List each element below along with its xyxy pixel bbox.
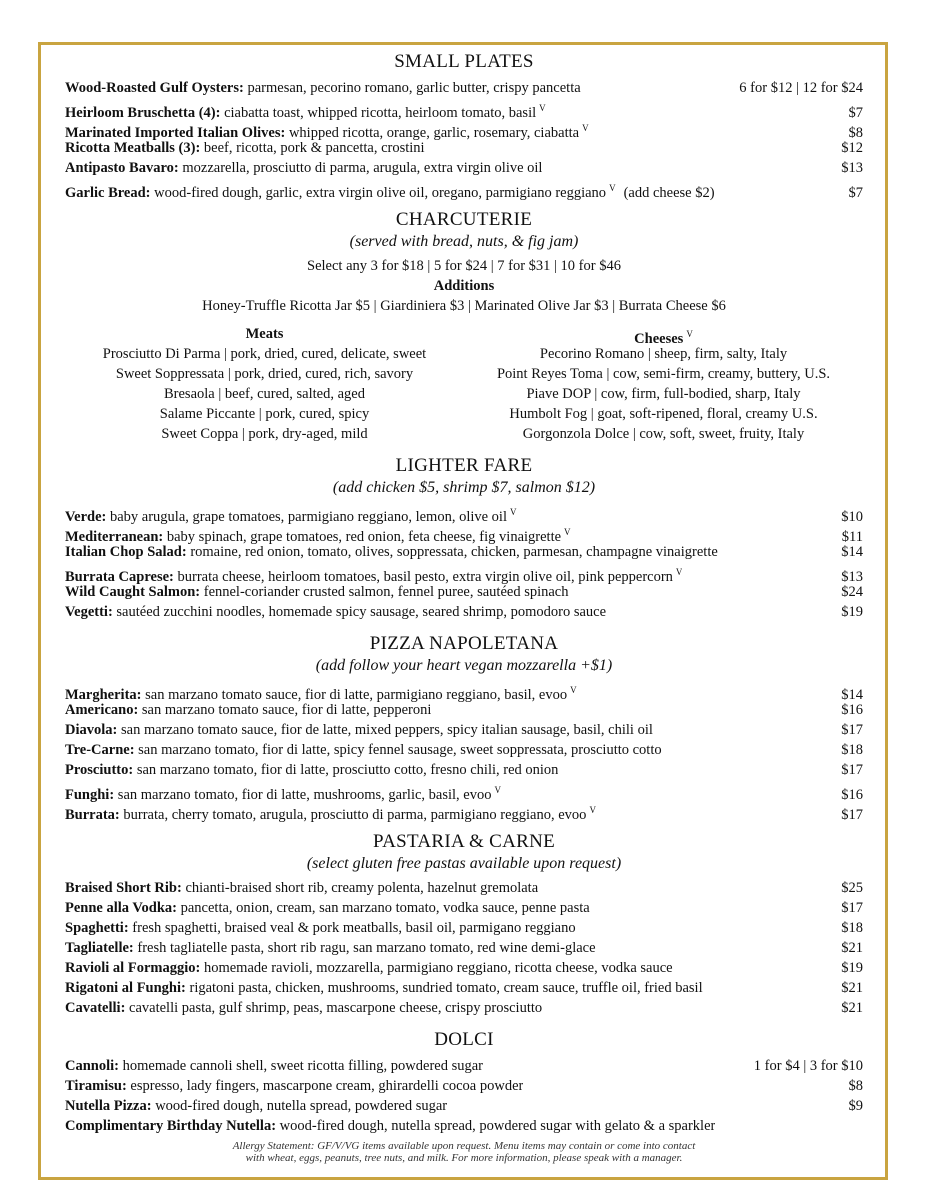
menu-item-name: Wild Caught Salmon: xyxy=(65,584,201,600)
menu-item-price: $11 xyxy=(841,528,863,545)
menu-item-description: fresh spaghetti, braised veal & pork meatballs, basil oil, parmigano reggiano xyxy=(132,920,576,936)
vegetarian-tag: V xyxy=(589,805,596,815)
vegetarian-tag: V xyxy=(675,567,683,577)
menu-item-price: $18 xyxy=(841,920,863,936)
menu-item-price: $13 xyxy=(841,568,863,585)
menu-item-description: chianti-braised short rib, creamy polenta, hazelnut gremolata xyxy=(185,880,539,896)
menu-item-description: sautéed zucchini noodles, homemade spicy sausage, seared shrimp, pomodoro sauce xyxy=(116,604,607,620)
vegetarian-tag: V xyxy=(564,527,571,537)
cheese-item: Piave DOP | cow, firm, full-bodied, sharp, Italy xyxy=(526,386,801,402)
menu-item-text xyxy=(65,958,673,978)
menu-item-name: Marinated Imported Italian Olives: xyxy=(65,124,286,141)
menu-item xyxy=(65,1076,863,1096)
charcuterie-title: CHARCUTERIE xyxy=(395,209,533,230)
menu-item-price: $21 xyxy=(841,940,863,956)
menu-item-text xyxy=(65,800,596,825)
menu-item-description: pancetta, onion, cream, san marzano tomato, vodka sauce, penne pasta xyxy=(180,900,590,916)
menu-item-text xyxy=(65,878,538,898)
menu-item-price: $7 xyxy=(848,184,863,201)
menu-item-description: san marzano tomato, fior di latte, spicy fennel sausage, sweet soppressata, prosciutto cotto xyxy=(138,742,662,758)
menu-item-description: wood-fired dough, nutella spread, powdered sugar with gelato & a sparkler xyxy=(279,1118,716,1134)
pastaria-list xyxy=(65,878,863,1018)
menu-item-name: Burrata: xyxy=(65,806,120,823)
cheeses-heading xyxy=(464,324,863,347)
menu-item-text xyxy=(65,542,718,562)
cheese-item: Humbolt Fog | goat, soft-ripened, floral, creamy U.S. xyxy=(509,406,818,422)
menu-item-description: homemade cannoli shell, sweet ricotta filling, powdered sugar xyxy=(122,1058,484,1074)
menu-item-name: Ricotta Meatballs (3): xyxy=(65,140,201,156)
menu-item-description: parmesan, pecorino romano, garlic butter, crispy pancetta xyxy=(247,80,581,96)
menu-item xyxy=(65,958,863,978)
menu-item-name: Prosciutto: xyxy=(65,762,134,778)
menu-item-price: $25 xyxy=(841,880,863,896)
menu-item xyxy=(65,522,863,545)
menu-item xyxy=(65,740,863,760)
small-plates-title: SMALL PLATES xyxy=(394,51,534,72)
menu-item-description: whipped ricotta, orange, garlic, rosemary, ciabatta xyxy=(288,124,580,141)
meats-column xyxy=(65,324,464,444)
menu-item-price: $19 xyxy=(841,960,863,976)
menu-item-text xyxy=(65,138,425,158)
meat-item: Sweet Soppressata | pork, dried, cured, rich, savory xyxy=(115,366,414,382)
menu-item-name: Ravioli al Formaggio: xyxy=(65,960,201,976)
menu-item-description: san marzano tomato sauce, fior de latte, mixed peppers, spicy italian sausage, basil, chili oil xyxy=(120,722,653,738)
meat-item: Sweet Coppa | pork, dry-aged, mild xyxy=(161,426,368,442)
menu-item-description: homemade ravioli, mozzarella, parmigiano reggiano, ricotta cheese, vodka sauce xyxy=(203,960,673,976)
meats-list xyxy=(65,344,464,444)
menu-item-description: san marzano tomato, fior di latte, prosciutto cotto, fresno chili, red onion xyxy=(136,762,559,778)
additions-title: Additions xyxy=(433,278,495,294)
charcuterie-select-pricing: Select any 3 for $18 | 5 for $24 | 7 for $31 | 10 for $46 xyxy=(307,258,621,274)
menu-item-description: wood-fired dough, garlic, extra virgin olive oil, oregano, parmigiano reggiano xyxy=(154,184,607,201)
menu-item-price: $12 xyxy=(841,140,863,156)
menu-item xyxy=(65,878,863,898)
menu-item-price: $17 xyxy=(841,900,863,916)
menu-item-text xyxy=(65,1096,447,1116)
menu-item-price: $14 xyxy=(841,544,863,560)
cheese-item: Gorgonzola Dolce | cow, soft, sweet, fruity, Italy xyxy=(522,426,805,442)
menu-item-name: Braised Short Rib: xyxy=(65,880,182,896)
menu-item-description: espresso, lady fingers, mascarpone cream, ghirardelli cocoa powder xyxy=(130,1078,524,1094)
pizza-title: PIZZA NAPOLETANA xyxy=(369,633,559,654)
menu-item-description: san marzano tomato, fior di latte, mushrooms, garlic, basil, evoo xyxy=(117,786,492,803)
menu-item xyxy=(65,118,863,141)
menu-item-text xyxy=(65,898,590,918)
menu-item-extra: (add cheese $2) xyxy=(623,184,715,201)
menu-item xyxy=(65,780,863,803)
charcuterie-columns xyxy=(65,324,863,444)
menu-item-text xyxy=(65,602,606,622)
menu-item-name: Heirloom Bruschetta (4): xyxy=(65,104,221,121)
menu-item-text xyxy=(65,158,542,178)
lighter-fare-subtitle: (add chicken $5, shrimp $7, salmon $12) xyxy=(332,479,596,496)
menu-item-name: Tiramisu: xyxy=(65,1078,127,1094)
menu-content xyxy=(65,50,863,1164)
menu-item-name: Spaghetti: xyxy=(65,920,129,936)
menu-item xyxy=(65,542,863,562)
menu-item-name: Complimentary Birthday Nutella: xyxy=(65,1118,277,1134)
menu-item-text xyxy=(65,978,703,998)
menu-item-price: $19 xyxy=(841,604,863,620)
menu-item-price: 1 for $4 | 3 for $10 xyxy=(753,1058,863,1074)
menu-item xyxy=(65,158,863,178)
menu-item-name: Verde: xyxy=(65,508,107,525)
meat-item: Salame Piccante | pork, cured, spicy xyxy=(159,406,370,422)
dolci-title: DOLCI xyxy=(434,1029,494,1050)
menu-item-price: $16 xyxy=(841,702,863,718)
menu-item-name: Tagliatelle: xyxy=(65,940,134,956)
menu-item xyxy=(65,78,863,98)
menu-item-name: Penne alla Vodka: xyxy=(65,900,177,916)
menu-item-name: Antipasto Bavaro: xyxy=(65,160,179,176)
vegetarian-tag: V xyxy=(686,329,693,339)
pastaria-title: PASTARIA & CARNE xyxy=(372,831,556,852)
menu-item-price: 6 for $12 | 12 for $24 xyxy=(739,80,863,96)
charcuterie-subtitle: (served with bread, nuts, & fig jam) xyxy=(349,233,579,250)
menu-item-text xyxy=(65,918,576,938)
menu-item-text xyxy=(65,1116,715,1136)
menu-item-text xyxy=(65,740,662,760)
menu-item-price: $7 xyxy=(848,104,863,121)
menu-item-name: Margherita: xyxy=(65,686,142,703)
menu-item-description: wood-fired dough, nutella spread, powdered sugar xyxy=(155,1098,448,1114)
menu-item-price: $9 xyxy=(848,1098,863,1114)
menu-item-name: Nutella Pizza: xyxy=(65,1098,152,1114)
cheese-item: Point Reyes Toma | cow, semi-firm, creamy, buttery, U.S. xyxy=(496,366,831,382)
menu-item-description: san marzano tomato sauce, fior di latte, pepperoni xyxy=(141,702,432,718)
meat-item: Prosciutto Di Parma | pork, dried, cured, delicate, sweet xyxy=(102,346,427,362)
menu-item-description: fresh tagliatelle pasta, short rib ragu, san marzano tomato, red wine demi-glace xyxy=(137,940,596,956)
menu-item-name: Cavatelli: xyxy=(65,1000,126,1016)
menu-item-description: fennel-coriander crusted salmon, fennel puree, sautéed spinach xyxy=(203,584,569,600)
menu-item-name: Cannoli: xyxy=(65,1058,119,1074)
menu-item xyxy=(65,582,863,602)
menu-item-price: $18 xyxy=(841,742,863,758)
menu-item-name: Funghi: xyxy=(65,786,115,803)
menu-item-description: baby spinach, grape tomatoes, red onion, feta cheese, fig vinaigrette xyxy=(166,528,562,545)
menu-item xyxy=(65,978,863,998)
menu-item xyxy=(65,998,863,1018)
lighter-fare-title: LIGHTER FARE xyxy=(395,455,533,476)
additions-line: Honey-Truffle Ricotta Jar $5 | Giardiniera $3 | Marinated Olive Jar $3 | Burrata Cheese $6 xyxy=(202,298,726,314)
menu-item-price: $17 xyxy=(841,806,863,823)
menu-item-name: Rigatoni al Funghi: xyxy=(65,980,186,996)
menu-item-name: Diavola: xyxy=(65,722,118,738)
menu-item-price: $21 xyxy=(841,1000,863,1016)
menu-item-price: $17 xyxy=(841,762,863,778)
menu-item-price: $17 xyxy=(841,722,863,738)
pizza-list xyxy=(65,680,863,823)
pastaria-subtitle: (select gluten free pastas available upon request) xyxy=(306,855,622,872)
menu-item-text xyxy=(65,720,653,740)
cheeses-title: Cheeses xyxy=(634,330,684,347)
menu-item-text xyxy=(65,178,715,203)
menu-item-name: Italian Chop Salad: xyxy=(65,544,187,560)
menu-item-price: $8 xyxy=(848,124,863,141)
allergy-line-2: with wheat, eggs, peanuts, tree nuts, and milk. For more information, please speak with a manager. xyxy=(245,1152,683,1164)
menu-item-text xyxy=(65,998,542,1018)
menu-item xyxy=(65,502,863,525)
menu-item-price: $24 xyxy=(841,584,863,600)
menu-item xyxy=(65,800,863,823)
pizza-subtitle: (add follow your heart vegan mozzarella +$1) xyxy=(315,657,613,674)
menu-item-description: burrata cheese, heirloom tomatoes, basil pesto, extra virgin olive oil, pink peppercorn xyxy=(177,568,673,585)
menu-item xyxy=(65,680,863,703)
meat-item: Bresaola | beef, cured, salted, aged xyxy=(164,386,365,402)
menu-item-price: $8 xyxy=(848,1078,863,1094)
menu-item-name: Mediterranean: xyxy=(65,528,164,545)
menu-item-description: romaine, red onion, tomato, olives, soppressata, chicken, parmesan, champagne vinaigrette xyxy=(190,544,718,560)
menu-item-name: Americano: xyxy=(65,702,139,718)
menu-item xyxy=(65,602,863,622)
cheese-item: Pecorino Romano | sheep, firm, salty, Italy xyxy=(539,346,788,362)
menu-item-description: baby arugula, grape tomatoes, parmigiano reggiano, lemon, olive oil xyxy=(109,508,507,525)
cheeses-column xyxy=(464,324,863,444)
menu-item-description: beef, ricotta, pork & pancetta, crostini xyxy=(203,140,425,156)
menu-item-name: Wood-Roasted Gulf Oysters: xyxy=(65,80,244,96)
menu-item-price: $16 xyxy=(841,786,863,803)
menu-item-text xyxy=(65,760,558,780)
vegetarian-tag: V xyxy=(494,785,501,795)
dolci-list xyxy=(65,1056,863,1136)
allergy-line-1: Allergy Statement: GF/V/VG items available upon request. Menu items may contain or come into contact xyxy=(232,1140,696,1152)
vegetarian-tag: V xyxy=(570,685,577,695)
menu-item-text xyxy=(65,700,431,720)
vegetarian-tag: V xyxy=(609,183,616,193)
vegetarian-tag: V xyxy=(582,123,589,133)
menu-item xyxy=(65,898,863,918)
menu-item xyxy=(65,720,863,740)
menu-item xyxy=(65,1056,863,1076)
allergy-statement xyxy=(65,1140,863,1164)
menu-item-description: san marzano tomato sauce, fior di latte, parmigiano reggiano, basil, evoo xyxy=(145,686,568,703)
menu-item-description: cavatelli pasta, gulf shrimp, peas, mascarpone cheese, crispy prosciutto xyxy=(129,1000,543,1016)
lighter-fare-list xyxy=(65,502,863,622)
small-plates-list xyxy=(65,78,863,201)
menu-item-text xyxy=(65,582,569,602)
menu-item-price: $10 xyxy=(841,508,863,525)
menu-item-text xyxy=(65,1056,483,1076)
menu-item-description: mozzarella, prosciutto di parma, arugula, extra virgin olive oil xyxy=(182,160,543,176)
menu-item-description: rigatoni pasta, chicken, mushrooms, sundried tomato, cream sauce, truffle oil, fried basil xyxy=(189,980,703,996)
menu-item xyxy=(65,562,863,585)
menu-item-text xyxy=(65,78,581,98)
menu-item xyxy=(65,1096,863,1116)
menu-item xyxy=(65,178,863,201)
menu-item-description: ciabatta toast, whipped ricotta, heirloom tomato, basil xyxy=(224,104,537,121)
menu-item-text xyxy=(65,1076,523,1096)
cheeses-list xyxy=(464,344,863,444)
vegetarian-tag: V xyxy=(510,507,517,517)
menu-item-price: $14 xyxy=(841,686,863,703)
meats-title: Meats xyxy=(245,326,284,342)
vegetarian-tag: V xyxy=(539,103,546,113)
menu-item-price: $21 xyxy=(841,980,863,996)
menu-item-name: Burrata Caprese: xyxy=(65,568,174,585)
menu-item xyxy=(65,98,863,121)
menu-item-name: Garlic Bread: xyxy=(65,184,151,201)
menu-item xyxy=(65,938,863,958)
menu-item xyxy=(65,1116,863,1136)
menu-item xyxy=(65,760,863,780)
menu-item-name: Tre-Carne: xyxy=(65,742,135,758)
menu-item-text xyxy=(65,938,596,958)
menu-item-name: Vegetti: xyxy=(65,604,113,620)
menu-item-price: $13 xyxy=(841,160,863,176)
menu-item xyxy=(65,918,863,938)
menu-item-description: burrata, cherry tomato, arugula, prosciutto di parma, parmigiano reggiano, evoo xyxy=(123,806,587,823)
